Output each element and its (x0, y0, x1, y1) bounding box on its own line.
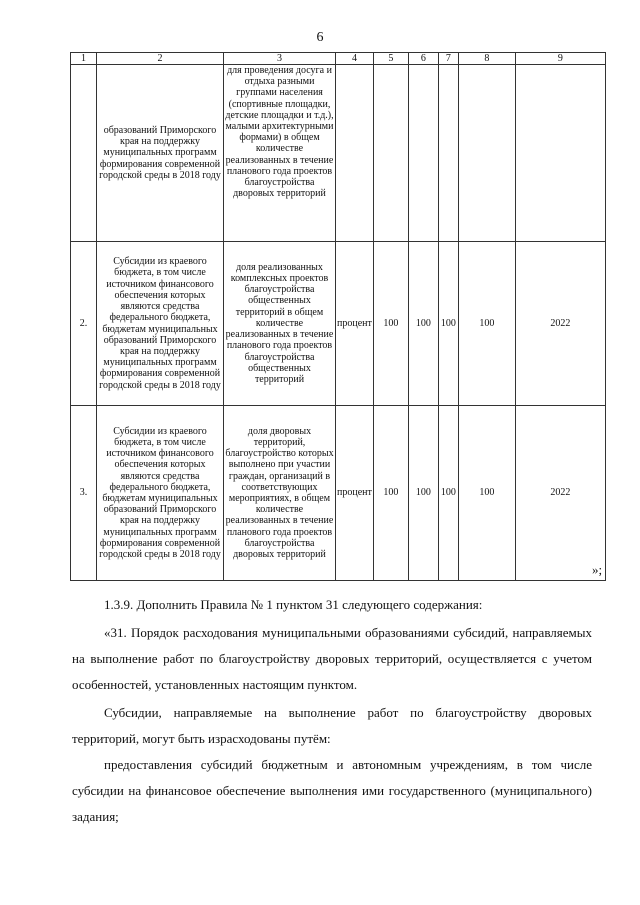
header-cell: 5 (373, 53, 408, 65)
table-header-row (71, 53, 606, 65)
subsidy-name: Субсидии из краевого бюджета, в том числе источником финансового обеспечения которых являются средства федерального бюджета, бюджетам муниципальных образований Приморского края на поддержку муниципальных программ формирования современной городской среды в 2018 году (97, 406, 224, 581)
value-cell: 100 (408, 242, 438, 406)
year-cell (515, 65, 605, 242)
value-cell: 100 (438, 406, 458, 581)
page-number: 6 (316, 30, 324, 45)
header-cell: 2 (97, 53, 224, 65)
subsidy-name: Субсидии из краевого бюджета, в том числе источником финансового обеспечения которых являются средства федерального бюджета, бюджетам муниципальных образований Приморского края на поддержку муниципальных программ формирования современной городской среды в 2018 году (97, 242, 224, 406)
subsidy-name: образований Приморского края на поддержку муниципальных программ формирования современной городской среды в 2018 году (97, 65, 224, 242)
value-cell: 100 (373, 242, 408, 406)
value-cell: 100 (373, 406, 408, 581)
header-cell: 8 (458, 53, 515, 65)
subsidies-paragraph: Субсидии, направляемые на выполнение работ по благоустройству дворовых территорий, могут быть израсходованы путём: (72, 705, 592, 746)
indicator-text: доля дворовых территорий, благоустройство которых выполнено при участии граждан, организаций в соответствующих мероприятиях, в общем количестве реализованных в течение планового года проектов благоустройства дворовых территорий (224, 406, 336, 581)
indicators-table (70, 52, 606, 581)
value-cell (438, 65, 458, 242)
value-cell: 100 (458, 406, 515, 581)
value-cell: 100 (408, 406, 438, 581)
rule-31-paragraph: «31. Порядок расходования муниципальными образованиями субсидий, направляемых на выполнение работ по благоустройству дворовых территорий, осуществляется с учетом особенностей, установленных настоящим пунктом. (72, 625, 592, 692)
table-row (71, 406, 606, 581)
unit-cell: процент (336, 242, 374, 406)
year-cell: 2022 (515, 406, 605, 581)
amendment-paragraph: 1.3.9. Дополнить Правила № 1 пунктом 31 следующего содержания: (104, 597, 483, 612)
row-number: 2. (71, 242, 97, 406)
header-cell: 9 (515, 53, 605, 65)
header-cell: 4 (336, 53, 374, 65)
value-cell (408, 65, 438, 242)
indicator-text: доля реализованных комплексных проектов благоустройства общественных территорий в общем количестве реализованных в течение планового года проектов благоустройства общественных территорий (224, 242, 336, 406)
year-cell: 2022 (515, 242, 605, 406)
header-cell: 3 (224, 53, 336, 65)
header-cell: 7 (438, 53, 458, 65)
unit-cell: процент (336, 406, 374, 581)
table-row (71, 242, 606, 406)
list-item-paragraph: предоставления субсидий бюджетным и автономным учреждениям, в том числе субсидии на финансовое обеспечение выполнения ими государственного (муниципального) задания; (72, 757, 592, 824)
value-cell (458, 65, 515, 242)
row-number (71, 65, 97, 242)
row-number: 3. (71, 406, 97, 581)
header-cell: 1 (71, 53, 97, 65)
closing-quote-mark: »; (592, 562, 603, 577)
unit-cell (336, 65, 374, 242)
table-row (71, 65, 606, 242)
indicator-text: для проведения досуга и отдыха разными группами населения (спортивные площадки, детские площадки и т.д.), малыми архитектурными формами) в общем количестве реализованных в течение планового года проектов благоустройства дворовых территорий (224, 65, 336, 242)
header-cell: 6 (408, 53, 438, 65)
value-cell: 100 (438, 242, 458, 406)
value-cell: 100 (458, 242, 515, 406)
value-cell (373, 65, 408, 242)
